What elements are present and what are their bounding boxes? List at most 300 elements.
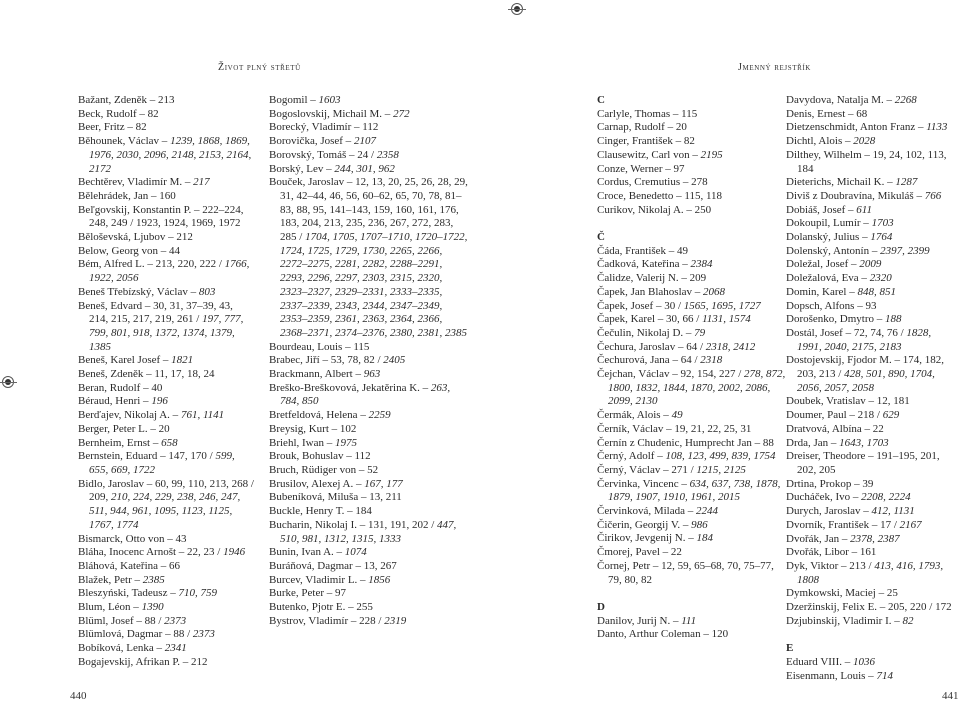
index-entry-text: Bruch, Rüdiger von – 52 (269, 463, 379, 476)
index-entry (597, 163, 787, 177)
index-entry-text: Croce, Benedetto – 115, 118 (597, 189, 723, 202)
index-entry-note-refs: 82 (902, 614, 914, 627)
index-entry-note-refs: 986 (691, 518, 708, 531)
index-entry-note-refs: 766 (924, 189, 942, 202)
index-entry (786, 670, 958, 684)
index-entry-text: Bělehrádek, Jan – 160 (78, 189, 176, 202)
index-entry-note-refs: 2373 (192, 628, 215, 641)
index-entry-text: Dolanský, Julius – (786, 231, 871, 244)
section-gap (597, 217, 787, 231)
index-entry (597, 176, 787, 190)
index-entry-text: Buráňová, Dagmar – 13, 267 (269, 559, 397, 572)
index-entry-text: Brackmann, Albert – (269, 368, 364, 381)
index-entry-text: Borovička, Josef – (269, 135, 354, 148)
index-entry (786, 258, 958, 272)
index-entry-note-refs: 167, 177 (364, 477, 403, 490)
index-entry-note-refs: 2244 (695, 505, 718, 518)
index-entry-text: Čičerin, Georgij V. – (597, 518, 692, 531)
index-entry-text: Dostojevskij, Fjodor M. – 174, 182, 203, 213 / (786, 354, 944, 381)
index-entry (597, 313, 787, 327)
index-entry-note-refs: 1036 (853, 655, 875, 668)
index-entry (78, 450, 254, 477)
index-entry-text: Blum, Léon – (78, 601, 142, 614)
index-entry-note-refs: 1603 (318, 94, 341, 106)
index-entry-text: Drda, Jan – (786, 436, 840, 449)
index-entry-text: Berger, Peter L. – 20 (78, 422, 170, 435)
index-entry-text: Bystrov, Vladimír – 228 / (269, 614, 385, 627)
index-entry (786, 601, 958, 615)
index-entry-note-refs: 714 (876, 669, 893, 682)
index-entry-text: Čadková, Kateřina – (597, 258, 691, 271)
index-entry-text: Doležalová, Eva – (786, 272, 870, 285)
index-entry-text: Černý, Václav – 271 / (597, 463, 697, 476)
index-entry (78, 574, 254, 588)
index-entry (78, 108, 254, 122)
index-entry-note-refs: 197, 777, 799, 801, 918, 1372, 1374, 1379, 1385 (89, 313, 244, 353)
index-entry (78, 560, 254, 574)
index-entry (269, 354, 469, 368)
index-letter-heading: Č (597, 231, 605, 244)
index-entry-text: Cordus, Cremutius – 278 (597, 176, 708, 189)
index-entry-note-refs: 2385 (142, 573, 165, 586)
index-entry (78, 286, 254, 300)
index-entry-note-refs: 848, 851 (857, 285, 896, 298)
index-entry (786, 94, 958, 108)
index-entry-note-refs: 1766, 1922, 2056 (89, 258, 250, 285)
running-head-left: Život plný střetů (218, 62, 301, 73)
index-entry (786, 437, 958, 451)
index-entry-note-refs: 629 (882, 409, 900, 422)
index-entry (597, 532, 787, 546)
index-entry (269, 615, 469, 629)
index-entry (78, 437, 254, 451)
index-entry-text: Beneš, Edvard – 30, 31, 37–39, 43, 214, 215, 217, 219, 261 / (78, 299, 233, 326)
section-gap (786, 628, 958, 642)
page-number-right: 441 (942, 690, 959, 702)
index-entry-text: Blažek, Petr – (78, 573, 143, 586)
index-entry (269, 450, 469, 464)
index-entry (78, 423, 254, 437)
index-letter-heading: E (786, 642, 794, 655)
index-entry-text: Bucharin, Nikolaj I. – 131, 191, 202 / (269, 518, 438, 531)
index-entry (597, 190, 787, 204)
index-entry-text: Conze, Werner – 97 (597, 162, 685, 175)
index-entry-note-refs: 244, 301, 962 (334, 162, 395, 175)
index-entry-text: Diviš z Doubravína, Mikuláš – (786, 189, 925, 202)
index-entry (597, 628, 787, 642)
index-entry (597, 258, 787, 272)
index-entry-note-refs: 1074 (344, 546, 367, 559)
index-entry-text: Beľgovskij, Konstantin P. – 222–224, 248, 249 / 1923, 1924, 1969, 1972 (78, 203, 244, 230)
index-entry-text: Eisenmann, Louis – (786, 669, 877, 682)
index-entry-text: Dymkowski, Maciej – 25 (786, 587, 898, 600)
index-entry (786, 121, 958, 135)
index-entry-text: Berďajev, Nikolaj A. – (78, 409, 181, 422)
index-entry-text: Čornej, Petr – 12, 59, 65–68, 70, 75–77, 79, 80, 82 (597, 559, 774, 586)
index-entry-text: Dzjubinskij, Vladimir I. – (786, 614, 903, 627)
index-entry-text: Dolenský, Antonín – (786, 244, 881, 257)
index-entry-text: Dokoupil, Lumír – (786, 217, 872, 230)
index-entry-note-refs: 1239, 1868, 1869, 1976, 2030, 2096, 2148, 2153, 2164, 2172 (89, 135, 252, 175)
index-entry (597, 409, 787, 423)
index-entry-text: Dorošenko, Dmytro – (786, 313, 885, 326)
index-entry (78, 231, 254, 245)
index-entry-text: Borský, Lev – (269, 162, 335, 175)
index-entry (786, 656, 958, 670)
index-entry-note-refs: 1390 (141, 601, 164, 614)
index-entry-text: Eduard VIII. – (786, 655, 853, 668)
index-entry (78, 546, 254, 560)
index-entry (597, 423, 787, 437)
index-entry (78, 245, 254, 259)
index-entry-note-refs: 710, 759 (178, 587, 217, 600)
index-entry (78, 204, 254, 231)
index-entry-text: Černý, Adolf – (597, 450, 666, 463)
index-entry (786, 615, 958, 629)
index-entry (269, 409, 469, 423)
index-entry-note-refs: 2397, 2399 (880, 244, 930, 257)
index-entry-text: Čapek, Josef – 30 / (597, 299, 684, 312)
index-entry-note-refs: 49 (671, 409, 683, 422)
index-entry-text: Bém, Alfred L. – 213, 220, 222 / (78, 258, 225, 271)
index-entry-note-refs: 1856 (368, 573, 391, 586)
index-entry (597, 546, 787, 560)
index-entry (786, 272, 958, 286)
index-entry-note-refs: 2259 (368, 409, 391, 422)
index-entry-text: Černík, Václav – 19, 21, 22, 25, 31 (597, 422, 752, 435)
index-entry (269, 341, 469, 355)
index-entry (269, 108, 469, 122)
index-letter-heading: C (597, 94, 605, 106)
index-entry (269, 149, 469, 163)
index-entry-text: Čejchan, Václav – 92, 154, 227 / (597, 368, 745, 381)
index-entry (597, 245, 787, 259)
index-entry (269, 382, 469, 409)
index-entry-text: Durych, Jaroslav – (786, 505, 872, 518)
index-entry-text: Carnap, Rudolf – 20 (597, 121, 687, 134)
index-entry-text: Bechtěrev, Vladimír M. – (78, 176, 194, 189)
index-entry-text: Čapek, Jan Blahoslav – (597, 285, 704, 298)
index-entry (786, 231, 958, 245)
index-entry-note-refs: 803 (198, 285, 216, 298)
index-entry-text: Dilthey, Wilhelm – 19, 24, 102, 113, 184 (786, 148, 947, 175)
index-column-2 (269, 94, 469, 628)
index-entry-text: Bouček, Jaroslav – 12, 13, 20, 25, 26, 28, 29, 31, 42–44, 46, 56, 60–62, 65, 70, 78, 81–83, 88, 95, 141–143, 159, 160, 161, 176, 183, 204, 213, 235, 236, 267, 272, 283, 285 / (269, 176, 468, 244)
index-entry (269, 574, 469, 588)
index-entry-text: Běhounek, Václav – (78, 135, 171, 148)
index-entry-text: Davydova, Natalja M. – (786, 94, 895, 106)
index-entry-text: Bláha, Inocenc Arnošt – 22, 23 / (78, 546, 224, 559)
index-entry-note-refs: 413, 416, 1793, 1808 (797, 559, 944, 586)
index-entry-text: Černín z Chudenic, Humprecht Jan – 88 (597, 436, 774, 449)
index-entry-text: Běloševská, Ljubov – 212 (78, 231, 193, 244)
index-entry-text: Briehl, Iwan – (269, 436, 335, 449)
index-entry (269, 437, 469, 451)
index-entry-text: Dopsch, Alfons – 93 (786, 299, 877, 312)
index-entry-text: Butenko, Pjotr E. – 255 (269, 601, 373, 614)
index-entry-note-refs: 1133 (926, 121, 948, 134)
index-entry (78, 642, 254, 656)
index-entry (78, 354, 254, 368)
index-entry (269, 368, 469, 382)
index-entry (269, 163, 469, 177)
registration-mark-icon (2, 376, 14, 388)
index-entry-note-refs: 1643, 1703 (839, 436, 889, 449)
index-entry-note-refs: 2318, 2412 (705, 340, 756, 353)
index-entry-text: Bogoslovskij, Michail M. – (269, 107, 394, 120)
index-entry-text: Danto, Arthur Coleman – 120 (597, 628, 729, 641)
index-entry (78, 190, 254, 204)
index-entry (269, 519, 469, 546)
index-entry-text: Below, Georg von – 44 (78, 244, 181, 257)
index-entry (597, 149, 787, 163)
index-entry (269, 505, 469, 519)
index-entry-note-refs: 2028 (853, 135, 876, 148)
index-entry-text: Blümlová, Dagmar – 88 / (78, 628, 193, 641)
index-entry (78, 656, 254, 670)
index-entry-text: Bernstein, Eduard – 147, 170 / (78, 450, 216, 463)
index-entry (269, 423, 469, 437)
index-entry-text: Červinková, Milada – (597, 505, 696, 518)
index-entry-note-refs: 428, 501, 890, 1704, 2056, 2057, 2058 (797, 368, 935, 394)
index-entry (269, 587, 469, 601)
index-entry (786, 300, 958, 314)
index-entry-note-refs: 278, 872, 1800, 1832, 1844, 1870, 2002, 2086, 2099, 2130 (608, 368, 786, 408)
index-entry-text: Curikov, Nikolaj A. – 250 (597, 203, 712, 216)
index-entry (269, 546, 469, 560)
index-entry-note-refs: 1975 (334, 436, 357, 449)
index-entry-note-refs: 111 (681, 614, 697, 627)
index-entry-text: Cinger, František – 82 (597, 135, 695, 148)
index-entry-text: Bidlo, Jaroslav – 60, 99, 110, 213, 268 / 209, (78, 477, 254, 504)
index-entry-text: Domin, Karel – (786, 285, 858, 298)
index-entry (269, 464, 469, 478)
index-entry-text: Dvorník, František – 17 / (786, 518, 900, 531)
index-entry (597, 327, 787, 341)
index-entry (786, 519, 958, 533)
index-entry-note-refs: 79 (694, 326, 706, 339)
index-entry-text: Beneš, Zdeněk – 11, 17, 18, 24 (78, 368, 215, 381)
index-entry-note-refs: 1704, 1705, 1707–1710, 1720–1722, 1724, 1725, 1729, 1730, 2265, 2266, 2272–2275, 2281, 2282, 2288–2291, 2293, 2296, 2297, 2303, 2315, 2320, 2323–2327, 2329–2331, 2333–2335, 2337–2339, 2343, 2344, 2347–2349, 2353–2359, 2361, 2363, 2364, 2366, 2368–2371, 2374–2376, 2380, 2381, 2385 (280, 231, 468, 339)
index-entry-text: Bogomil – (269, 94, 319, 106)
index-entry (786, 108, 958, 122)
index-entry-text: Beer, Fritz – 82 (78, 121, 147, 134)
index-entry-text: Čmorej, Pavel – 22 (597, 546, 682, 559)
index-entry (786, 286, 958, 300)
index-entry (786, 409, 958, 423)
index-entry-text: Bláhová, Kateřina – 66 (78, 559, 181, 572)
index-entry (597, 300, 787, 314)
index-entry-note-refs: 2341 (164, 642, 187, 655)
index-entry (269, 601, 469, 615)
index-entry (78, 615, 254, 629)
index-entry (78, 258, 254, 285)
index-entry-note-refs: 599, 655, 669, 1722 (89, 450, 235, 476)
index-entry-note-refs: 1565, 1695, 1727 (683, 299, 761, 312)
index-entry-note-refs: 447, 510, 981, 1312, 1315, 1333 (280, 518, 457, 545)
index-entry-text: Clausewitz, Carl von – (597, 148, 701, 161)
index-column-1 (78, 94, 254, 670)
index-entry-text: Carlyle, Thomas – 115 (597, 107, 698, 120)
index-entry-note-refs: 184 (696, 532, 713, 545)
index-entry-note-refs: 1821 (171, 354, 194, 367)
index-column-3 (597, 94, 787, 642)
index-entry-text: Beran, Rudolf – 40 (78, 381, 163, 394)
index-entry (269, 94, 469, 108)
index-entry-note-refs: 1764 (870, 231, 893, 244)
index-entry-text: Čapek, Karel – 30, 66 / (597, 313, 703, 326)
index-entry (786, 176, 958, 190)
index-entry (786, 313, 958, 327)
index-entry-note-refs: 1946 (223, 546, 246, 559)
index-entry-text: Doumer, Paul – 218 / (786, 409, 883, 422)
index-entry (597, 341, 787, 355)
index-entry (269, 560, 469, 574)
index-entry-text: Bogajevskij, Afrikan P. – 212 (78, 655, 208, 668)
index-entry (597, 464, 787, 478)
index-entry-text: Burcev, Vladimir L. – (269, 573, 369, 586)
index-entry-text: Dvořák, Jan – (786, 532, 851, 545)
index-entry (786, 190, 958, 204)
index-entry (597, 108, 787, 122)
index-entry-text: Bunin, Ivan A. – (269, 546, 345, 559)
index-entry-text: Dreiser, Theodore – 191–195, 201, 202, 205 (786, 450, 940, 476)
index-entry-text: Bažant, Zdeněk – 213 (78, 94, 175, 106)
index-entry (786, 423, 958, 437)
index-entry-text: Dvořák, Libor – 161 (786, 546, 877, 559)
index-entry-text: Dzeržinskij, Felix E. – 205, 220 / 172 (786, 601, 952, 614)
index-entry-text: Béraud, Henri – (78, 395, 152, 408)
index-entry-note-refs: 2107 (353, 135, 376, 148)
index-entry (78, 300, 254, 355)
index-entry-text: Čirikov, Jevgenij N. – (597, 532, 697, 545)
index-entry-text: Borovský, Tomáš – 24 / (269, 148, 377, 161)
index-entry-text: Denis, Ernest – 68 (786, 107, 868, 120)
index-entry-note-refs: 2167 (899, 518, 922, 531)
index-entry-note-refs: 2009 (859, 258, 882, 271)
index-entry-text: Bleszyński, Tadeusz – (78, 587, 179, 600)
index-entry-note-refs: 2373 (164, 614, 187, 627)
index-entry-text: Červinka, Vincenc – (597, 477, 690, 490)
index-entry-note-refs: 217 (193, 176, 210, 189)
index-entry-note-refs: 2319 (384, 614, 407, 627)
index-column-4 (786, 94, 958, 683)
index-entry-text: Drtina, Prokop – 39 (786, 477, 874, 490)
index-entry (78, 176, 254, 190)
index-entry-note-refs: 2268 (894, 94, 917, 106)
index-entry-note-refs: 1131, 1574 (702, 313, 751, 326)
index-entry (269, 121, 469, 135)
index-entry-text: Breysig, Kurt – 102 (269, 422, 357, 435)
index-entry (786, 491, 958, 505)
index-entry (597, 272, 787, 286)
index-entry (78, 135, 254, 176)
index-entry-note-refs: 2068 (703, 285, 726, 298)
index-entry (786, 149, 958, 176)
index-entry (78, 368, 254, 382)
index-entry (597, 505, 787, 519)
index-entry (786, 450, 958, 477)
index-entry (786, 217, 958, 231)
index-entry-note-refs: 196 (151, 395, 168, 408)
index-entry-note-refs: 1215, 2125 (696, 463, 746, 476)
index-entry-text: Doubek, Vratislav – 12, 181 (786, 395, 910, 408)
index-entry-text: Burke, Peter – 97 (269, 587, 346, 600)
index-entry-note-refs: 2358 (376, 148, 399, 161)
index-entry-note-refs: 658 (161, 436, 178, 449)
index-entry-note-refs: 263, 784, 850 (280, 381, 451, 408)
index-entry (786, 505, 958, 519)
index-entry-text: Čechura, Jaroslav – 64 / (597, 340, 706, 353)
index-entry-text: Čáda, František – 49 (597, 244, 689, 257)
index-entry (786, 533, 958, 547)
index-entry (78, 409, 254, 423)
index-entry-text: Dyk, Viktor – 213 / (786, 559, 875, 572)
index-entry (78, 382, 254, 396)
index-entry-text: Bretfeldová, Helena – (269, 409, 369, 422)
index-entry (78, 533, 254, 547)
index-entry (786, 560, 958, 587)
index-entry-note-refs: 1703 (871, 217, 894, 230)
index-entry-note-refs: 2405 (383, 354, 406, 367)
index-entry (269, 135, 469, 149)
index-entry (597, 450, 787, 464)
index-entry-text: Buckle, Henry T. – 184 (269, 505, 372, 518)
index-entry-text: Bernheim, Ernst – (78, 436, 162, 449)
index-entry-note-refs: 1287 (895, 176, 918, 189)
index-entry (78, 478, 254, 533)
index-entry (597, 204, 787, 218)
index-entry-text: Beck, Rudolf – 82 (78, 107, 159, 120)
index-entry-text: Čechurová, Jana – 64 / (597, 354, 701, 367)
index-entry (597, 368, 787, 409)
index-entry-text: Čalidze, Valerij N. – 209 (597, 272, 707, 285)
index-entry-note-refs: 611 (856, 203, 872, 216)
index-entry (78, 121, 254, 135)
index-entry-note-refs: 963 (363, 368, 381, 381)
index-entry-note-refs: 210, 224, 229, 238, 246, 247, 511, 944, 961, 1095, 1123, 1125, 1767, 1774 (89, 491, 241, 531)
section-gap (597, 587, 787, 601)
index-entry (597, 615, 787, 629)
index-entry (597, 354, 787, 368)
index-entry-text: Čermák, Alois – (597, 409, 672, 422)
index-entry-text: Bismarck, Otto von – 43 (78, 532, 187, 545)
index-entry (597, 286, 787, 300)
index-entry-note-refs: 761, 1141 (180, 409, 225, 422)
index-entry-note-refs: 2318 (700, 354, 723, 367)
index-entry-text: Bourdeau, Louis – 115 (269, 340, 370, 353)
index-entry-text: Danilov, Jurij N. – (597, 614, 682, 627)
index-entry (78, 587, 254, 601)
index-entry-text: Beneš, Karel Josef – (78, 354, 172, 367)
index-entry-text: Dietzenschmidt, Anton Franz – (786, 121, 927, 134)
index-entry (786, 395, 958, 409)
index-entry-text: Bubeníková, Miluša – 13, 211 (269, 491, 402, 504)
index-entry (78, 395, 254, 409)
index-entry (786, 245, 958, 259)
index-entry-text: Ducháček, Ivo – (786, 491, 862, 504)
index-entry-text: Doležal, Josef – (786, 258, 860, 271)
index-entry (786, 204, 958, 218)
index-entry-note-refs: 2195 (700, 148, 723, 161)
index-entry-note-refs: 2320 (869, 272, 892, 285)
index-entry (269, 176, 469, 340)
index-entry-text: Dieterichs, Michail K. – (786, 176, 896, 189)
index-entry-note-refs: 272 (393, 107, 410, 120)
index-entry-note-refs: 412, 1131 (871, 505, 915, 518)
index-entry (597, 437, 787, 451)
index-entry-note-refs: 108, 123, 499, 839, 1754 (665, 450, 776, 463)
